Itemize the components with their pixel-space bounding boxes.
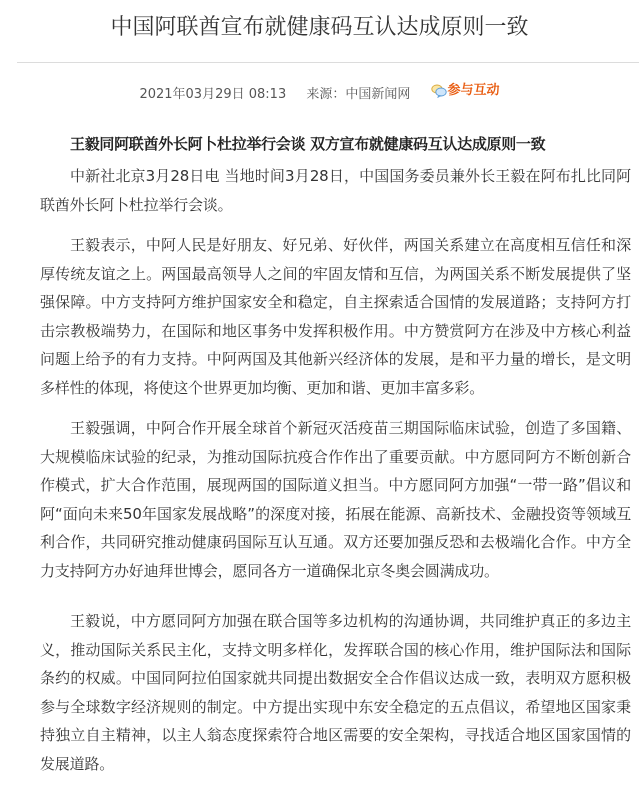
article-body xyxy=(40,130,631,786)
article-title: 中国阿联酋宣布就健康码互认达成原则一致 xyxy=(110,15,529,40)
article-paragraph: 王毅说，中方愿同阿方加强在联合国等多边机构的沟通协调，共同维护真正的多边主义，推动国际关系民主化，支持文明多样化，发挥联合国的核心作用，维护国际法和国际条约的权威。中国同阿拉伯国家就共同提出数据安全合作倡议达成一致，表明双方愿积极参与全球数字经济规则的制定。中方提出实现中东安全稳定的五点倡议，希望地区国家秉持独立自主精神，以主人翁态度探索符合地区需要的安全架构，寻找适合地区国家国情的发展道路。 xyxy=(40,612,631,773)
article-paragraph: 中新社北京3月28日电 当地时间3月28日，中国国务委员兼外长王毅在阿布扎比同阿联酋外长阿卜杜拉举行会谈。 xyxy=(40,167,631,214)
source-label: 来源：中国新闻网 xyxy=(306,87,411,102)
publish-datetime: 2021年03月29日 08:13 xyxy=(139,87,287,102)
comment-link[interactable] xyxy=(431,80,500,102)
article-paragraph: 王毅强调，中阿合作开展全球首个新冠灭活疫苗三期国际临床试验，创造了多国籍、大规模临床试验的纪录，为推动国际抗疫合作作出了重要贡献。中方愿同阿方不断创新合作模式，扩大合作范围，展现两国的国际道义担当。中方愿同阿方加强“一带一路”倡议和阿“面向未来50年国家发展战略”的深度对接，拓展在能源、高新技术、金融投资等领域互利合作，共同研究推动健康码国际互认互通。双方还要加强反恐和去极端化合作。中方全力支持阿方办好迪拜世博会，愿同各方一道确保北京冬奥会圆满成功。 xyxy=(40,419,631,580)
article-subheading: 王毅同阿联酋外长阿卜杜拉举行会谈 双方宣布就健康码互认达成原则一致 xyxy=(70,135,546,153)
comment-link-label: 参与互动 xyxy=(447,83,500,98)
article-meta xyxy=(0,80,639,106)
article-paragraph: 王毅表示，中阿人民是好朋友、好兄弟、好伙伴，两国关系建立在高度相互信任和深厚传统友谊之上。两国最高领导人之间的牢固友情和互信，为两国关系不断发展提供了坚强保障。中方支持阿方维护国家安全和稳定，自主探索适合国情的发展道路；支持阿方打击宗教极端势力，在国际和地区事务中发挥积极作用。中方赞赏阿方在涉及中方核心利益问题上给予的有力支持。中阿两国及其他新兴经济体的发展，是和平力量的增长，是文明多样性的体现，将使这个世界更加均衡、更加和谐、更加丰富多彩。 xyxy=(40,236,631,397)
title-divider xyxy=(17,62,639,63)
speech-bubble-icon xyxy=(431,84,447,98)
